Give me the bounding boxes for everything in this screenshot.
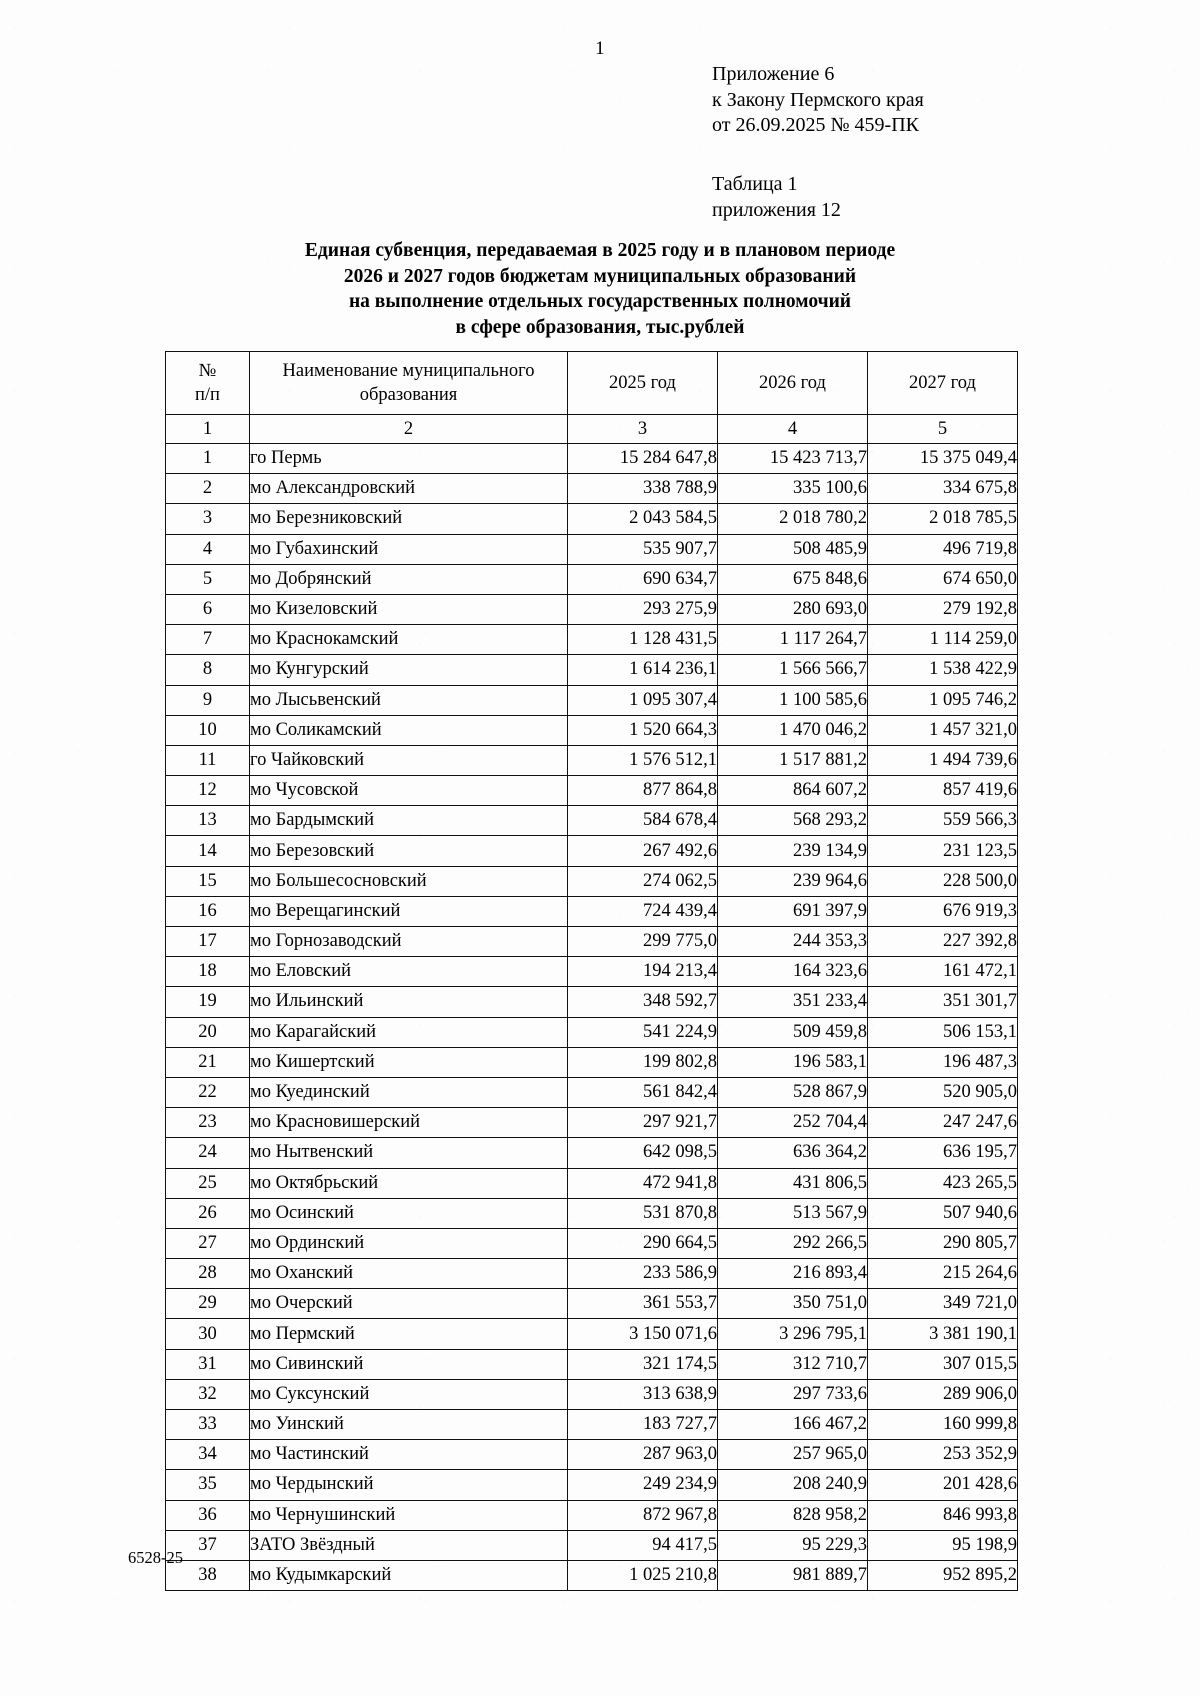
municipality-name-cell: мо Нытвенский	[250, 1138, 568, 1168]
value-2027-cell: 1 538 422,9	[868, 655, 1018, 685]
value-2027-cell: 676 919,3	[868, 896, 1018, 926]
row-index-cell: 11	[166, 745, 250, 775]
row-index-cell: 5	[166, 564, 250, 594]
row-index-cell: 26	[166, 1198, 250, 1228]
table-row	[166, 776, 1018, 806]
table-reference-block	[712, 172, 841, 223]
row-index-cell: 4	[166, 534, 250, 564]
table-row	[166, 715, 1018, 745]
table-reference-line-2: приложения 12	[712, 198, 841, 221]
row-index-cell: 10	[166, 715, 250, 745]
value-2025-cell: 299 775,0	[568, 927, 718, 957]
table-row	[166, 806, 1018, 836]
municipality-name-cell: го Пермь	[250, 444, 568, 474]
value-2026-cell: 1 117 264,7	[718, 625, 868, 655]
value-2025-cell: 877 864,8	[568, 776, 718, 806]
appendix-reference-block	[712, 62, 924, 139]
value-2026-cell: 509 459,8	[718, 1017, 868, 1047]
table-row	[166, 1440, 1018, 1470]
municipality-name-cell: мо Кудымкарский	[250, 1560, 568, 1590]
value-2026-cell: 292 266,5	[718, 1228, 868, 1258]
value-2026-cell: 257 965,0	[718, 1440, 868, 1470]
municipality-name-cell: мо Октябрьский	[250, 1168, 568, 1198]
row-index-cell: 16	[166, 896, 250, 926]
value-2026-cell: 1 566 566,7	[718, 655, 868, 685]
value-2027-cell: 290 805,7	[868, 1228, 1018, 1258]
header-number-line-2: п/п	[195, 385, 220, 405]
value-2025-cell: 561 842,4	[568, 1077, 718, 1107]
value-2027-cell: 231 123,5	[868, 836, 1018, 866]
municipality-name-cell: мо Карагайский	[250, 1017, 568, 1047]
value-2026-cell: 280 693,0	[718, 594, 868, 624]
document-title-line-1: Единая субвенция, передаваемая в 2025 году и в плановом периоде	[304, 240, 896, 261]
row-index-cell: 14	[166, 836, 250, 866]
value-2027-cell: 674 650,0	[868, 564, 1018, 594]
column-number-4: 4	[718, 415, 868, 444]
value-2026-cell: 239 964,6	[718, 866, 868, 896]
value-2027-cell: 307 015,5	[868, 1349, 1018, 1379]
row-index-cell: 20	[166, 1017, 250, 1047]
row-index-cell: 36	[166, 1500, 250, 1530]
column-number-1: 1	[166, 415, 250, 444]
table-row	[166, 685, 1018, 715]
value-2025-cell: 1 025 210,8	[568, 1560, 718, 1590]
table-column-number-row	[166, 415, 1018, 444]
municipality-name-cell: мо Краснокамский	[250, 625, 568, 655]
table-row	[166, 957, 1018, 987]
value-2027-cell: 215 264,6	[868, 1259, 1018, 1289]
value-2025-cell: 249 234,9	[568, 1470, 718, 1500]
value-2025-cell: 297 921,7	[568, 1108, 718, 1138]
value-2026-cell: 1 470 046,2	[718, 715, 868, 745]
value-2026-cell: 1 517 881,2	[718, 745, 868, 775]
row-index-cell: 23	[166, 1108, 250, 1138]
value-2027-cell: 279 192,8	[868, 594, 1018, 624]
value-2027-cell: 334 675,8	[868, 474, 1018, 504]
table-row	[166, 655, 1018, 685]
row-index-cell: 27	[166, 1228, 250, 1258]
table-row	[166, 474, 1018, 504]
municipality-name-cell: мо Горнозаводский	[250, 927, 568, 957]
value-2025-cell: 338 788,9	[568, 474, 718, 504]
table-row	[166, 896, 1018, 926]
value-2025-cell: 293 275,9	[568, 594, 718, 624]
table-row	[166, 1017, 1018, 1047]
row-index-cell: 18	[166, 957, 250, 987]
value-2027-cell: 1 494 739,6	[868, 745, 1018, 775]
value-2026-cell: 675 848,6	[718, 564, 868, 594]
value-2025-cell: 348 592,7	[568, 987, 718, 1017]
value-2027-cell: 15 375 049,4	[868, 444, 1018, 474]
value-2026-cell: 208 240,9	[718, 1470, 868, 1500]
value-2027-cell: 1 114 259,0	[868, 625, 1018, 655]
value-2026-cell: 568 293,2	[718, 806, 868, 836]
municipality-name-cell: мо Березовский	[250, 836, 568, 866]
table-row	[166, 927, 1018, 957]
municipality-name-cell: мо Кунгурский	[250, 655, 568, 685]
table-row	[166, 1319, 1018, 1349]
value-2027-cell: 636 195,7	[868, 1138, 1018, 1168]
header-cell-year-2027: 2027 год	[868, 352, 1018, 415]
table-row	[166, 1259, 1018, 1289]
table-row	[166, 1138, 1018, 1168]
value-2027-cell: 496 719,8	[868, 534, 1018, 564]
value-2025-cell: 1 095 307,4	[568, 685, 718, 715]
municipality-name-cell: мо Осинский	[250, 1198, 568, 1228]
value-2027-cell: 506 153,1	[868, 1017, 1018, 1047]
municipality-name-cell: мо Лысьвенский	[250, 685, 568, 715]
document-title	[150, 238, 1050, 340]
value-2026-cell: 95 229,3	[718, 1530, 868, 1560]
value-2025-cell: 267 492,6	[568, 836, 718, 866]
header-name-line-1: Наименование муниципального	[282, 361, 535, 381]
table-row	[166, 1228, 1018, 1258]
value-2027-cell: 247 247,6	[868, 1108, 1018, 1138]
appendix-reference-line-2: к Закону Пермского края	[712, 88, 924, 111]
value-2025-cell: 472 941,8	[568, 1168, 718, 1198]
value-2026-cell: 691 397,9	[718, 896, 868, 926]
value-2026-cell: 864 607,2	[718, 776, 868, 806]
subvention-table	[165, 351, 1018, 1591]
value-2026-cell: 513 567,9	[718, 1198, 868, 1228]
value-2026-cell: 335 100,6	[718, 474, 868, 504]
header-cell-year-2026: 2026 год	[718, 352, 868, 415]
value-2027-cell: 289 906,0	[868, 1379, 1018, 1409]
row-index-cell: 1	[166, 444, 250, 474]
row-index-cell: 12	[166, 776, 250, 806]
table-head	[166, 352, 1018, 444]
value-2027-cell: 227 392,8	[868, 927, 1018, 957]
municipality-name-cell: мо Уинский	[250, 1410, 568, 1440]
municipality-name-cell: мо Оханский	[250, 1259, 568, 1289]
value-2026-cell: 297 733,6	[718, 1379, 868, 1409]
value-2027-cell: 228 500,0	[868, 866, 1018, 896]
table-row	[166, 1108, 1018, 1138]
document-title-line-3: на выполнение отдельных государственных полномочий	[348, 291, 852, 312]
table-row	[166, 1410, 1018, 1440]
value-2026-cell: 828 958,2	[718, 1500, 868, 1530]
value-2027-cell: 507 940,6	[868, 1198, 1018, 1228]
municipality-name-cell: мо Губахинский	[250, 534, 568, 564]
header-cell-name	[250, 352, 568, 415]
value-2025-cell: 199 802,8	[568, 1047, 718, 1077]
value-2025-cell: 1 128 431,5	[568, 625, 718, 655]
table-row	[166, 504, 1018, 534]
value-2025-cell: 541 224,9	[568, 1017, 718, 1047]
column-number-2: 2	[250, 415, 568, 444]
municipality-name-cell: мо Ординский	[250, 1228, 568, 1258]
table-row	[166, 1560, 1018, 1590]
municipality-name-cell: го Чайковский	[250, 745, 568, 775]
value-2026-cell: 636 364,2	[718, 1138, 868, 1168]
municipality-name-cell: мо Верещагинский	[250, 896, 568, 926]
row-index-cell: 35	[166, 1470, 250, 1500]
value-2027-cell: 95 198,9	[868, 1530, 1018, 1560]
table-row	[166, 745, 1018, 775]
column-number-5: 5	[868, 415, 1018, 444]
row-index-cell: 17	[166, 927, 250, 957]
document-title-line-2: 2026 и 2027 годов бюджетам муниципальных образований	[343, 265, 857, 287]
value-2026-cell: 216 893,4	[718, 1259, 868, 1289]
value-2025-cell: 94 417,5	[568, 1530, 718, 1560]
header-name-line-2: образования	[359, 385, 458, 405]
row-index-cell: 28	[166, 1259, 250, 1289]
value-2025-cell: 1 520 664,3	[568, 715, 718, 745]
value-2027-cell: 846 993,8	[868, 1500, 1018, 1530]
value-2026-cell: 312 710,7	[718, 1349, 868, 1379]
value-2026-cell: 508 485,9	[718, 534, 868, 564]
value-2026-cell: 431 806,5	[718, 1168, 868, 1198]
municipality-name-cell: мо Чусовской	[250, 776, 568, 806]
municipality-name-cell: ЗАТО Звёздный	[250, 1530, 568, 1560]
value-2025-cell: 290 664,5	[568, 1228, 718, 1258]
municipality-name-cell: мо Большесосновский	[250, 866, 568, 896]
value-2026-cell: 981 889,7	[718, 1560, 868, 1590]
municipality-name-cell: мо Суксунский	[250, 1379, 568, 1409]
value-2025-cell: 1 614 236,1	[568, 655, 718, 685]
table-row	[166, 866, 1018, 896]
value-2027-cell: 3 381 190,1	[868, 1319, 1018, 1349]
value-2026-cell: 350 751,0	[718, 1289, 868, 1319]
value-2027-cell: 160 999,8	[868, 1410, 1018, 1440]
row-index-cell: 33	[166, 1410, 250, 1440]
value-2027-cell: 559 566,3	[868, 806, 1018, 836]
table-row	[166, 1470, 1018, 1500]
municipality-name-cell: мо Куединский	[250, 1077, 568, 1107]
appendix-reference-line-1: Приложение 6	[712, 63, 835, 85]
row-index-cell: 9	[166, 685, 250, 715]
municipality-name-cell: мо Ильинский	[250, 987, 568, 1017]
value-2027-cell: 196 487,3	[868, 1047, 1018, 1077]
value-2027-cell: 201 428,6	[868, 1470, 1018, 1500]
subvention-table-wrapper	[165, 351, 1017, 1591]
row-index-cell: 32	[166, 1379, 250, 1409]
header-number-line-1: №	[198, 361, 217, 381]
municipality-name-cell: мо Еловский	[250, 957, 568, 987]
value-2026-cell: 15 423 713,7	[718, 444, 868, 474]
row-index-cell: 19	[166, 987, 250, 1017]
municipality-name-cell: мо Березниковский	[250, 504, 568, 534]
value-2027-cell: 1 457 321,0	[868, 715, 1018, 745]
value-2027-cell: 952 895,2	[868, 1560, 1018, 1590]
value-2025-cell: 535 907,7	[568, 534, 718, 564]
row-index-cell: 29	[166, 1289, 250, 1319]
row-index-cell: 31	[166, 1349, 250, 1379]
row-index-cell: 25	[166, 1168, 250, 1198]
row-index-cell: 3	[166, 504, 250, 534]
table-row	[166, 594, 1018, 624]
header-cell-year-2025: 2025 год	[568, 352, 718, 415]
value-2027-cell: 520 905,0	[868, 1077, 1018, 1107]
row-index-cell: 24	[166, 1138, 250, 1168]
value-2027-cell: 253 352,9	[868, 1440, 1018, 1470]
value-2026-cell: 164 323,6	[718, 957, 868, 987]
table-row	[166, 836, 1018, 866]
table-row	[166, 1198, 1018, 1228]
value-2027-cell: 1 095 746,2	[868, 685, 1018, 715]
value-2026-cell: 528 867,9	[718, 1077, 868, 1107]
table-row	[166, 1349, 1018, 1379]
table-row	[166, 625, 1018, 655]
value-2026-cell: 166 467,2	[718, 1410, 868, 1440]
value-2027-cell: 423 265,5	[868, 1168, 1018, 1198]
value-2025-cell: 531 870,8	[568, 1198, 718, 1228]
column-number-3: 3	[568, 415, 718, 444]
municipality-name-cell: мо Красновишерский	[250, 1108, 568, 1138]
value-2026-cell: 3 296 795,1	[718, 1319, 868, 1349]
municipality-name-cell: мо Частинский	[250, 1440, 568, 1470]
value-2026-cell: 1 100 585,6	[718, 685, 868, 715]
row-index-cell: 15	[166, 866, 250, 896]
value-2027-cell: 857 419,6	[868, 776, 1018, 806]
value-2026-cell: 239 134,9	[718, 836, 868, 866]
table-row	[166, 987, 1018, 1017]
table-body	[166, 444, 1018, 1591]
row-index-cell: 30	[166, 1319, 250, 1349]
value-2025-cell: 1 576 512,1	[568, 745, 718, 775]
table-row	[166, 1289, 1018, 1319]
table-row	[166, 534, 1018, 564]
municipality-name-cell: мо Кишертский	[250, 1047, 568, 1077]
table-row	[166, 444, 1018, 474]
value-2025-cell: 313 638,9	[568, 1379, 718, 1409]
value-2027-cell: 349 721,0	[868, 1289, 1018, 1319]
value-2026-cell: 244 353,3	[718, 927, 868, 957]
value-2027-cell: 161 472,1	[868, 957, 1018, 987]
table-row	[166, 1168, 1018, 1198]
value-2026-cell: 351 233,4	[718, 987, 868, 1017]
value-2025-cell: 287 963,0	[568, 1440, 718, 1470]
value-2025-cell: 321 174,5	[568, 1349, 718, 1379]
municipality-name-cell: мо Кизеловский	[250, 594, 568, 624]
row-index-cell: 8	[166, 655, 250, 685]
table-row	[166, 1047, 1018, 1077]
document-title-line-4: в сфере образования, тыс.рублей	[455, 316, 745, 338]
value-2025-cell: 274 062,5	[568, 866, 718, 896]
value-2025-cell: 2 043 584,5	[568, 504, 718, 534]
municipality-name-cell: мо Соликамский	[250, 715, 568, 745]
municipality-name-cell: мо Сивинский	[250, 1349, 568, 1379]
footer-document-code: 6528-25	[128, 1548, 183, 1567]
municipality-name-cell: мо Александровский	[250, 474, 568, 504]
value-2025-cell: 3 150 071,6	[568, 1319, 718, 1349]
table-reference-line-1: Таблица 1	[712, 173, 798, 195]
row-index-cell: 7	[166, 625, 250, 655]
value-2025-cell: 194 213,4	[568, 957, 718, 987]
value-2026-cell: 196 583,1	[718, 1047, 868, 1077]
value-2027-cell: 2 018 785,5	[868, 504, 1018, 534]
municipality-name-cell: мо Очерский	[250, 1289, 568, 1319]
table-row	[166, 1530, 1018, 1560]
row-index-cell: 22	[166, 1077, 250, 1107]
municipality-name-cell: мо Бардымский	[250, 806, 568, 836]
row-index-cell: 38	[166, 1560, 250, 1590]
value-2025-cell: 584 678,4	[568, 806, 718, 836]
municipality-name-cell: мо Чердынский	[250, 1470, 568, 1500]
value-2025-cell: 233 586,9	[568, 1259, 718, 1289]
row-index-cell: 6	[166, 594, 250, 624]
value-2027-cell: 351 301,7	[868, 987, 1018, 1017]
row-index-cell: 13	[166, 806, 250, 836]
municipality-name-cell: мо Пермский	[250, 1319, 568, 1349]
table-row	[166, 1077, 1018, 1107]
value-2025-cell: 361 553,7	[568, 1289, 718, 1319]
row-index-cell: 21	[166, 1047, 250, 1077]
value-2025-cell: 690 634,7	[568, 564, 718, 594]
table-row	[166, 1500, 1018, 1530]
row-index-cell: 34	[166, 1440, 250, 1470]
table-row	[166, 1379, 1018, 1409]
value-2026-cell: 252 704,4	[718, 1108, 868, 1138]
municipality-name-cell: мо Добрянский	[250, 564, 568, 594]
value-2025-cell: 183 727,7	[568, 1410, 718, 1440]
table-row	[166, 564, 1018, 594]
row-index-cell: 2	[166, 474, 250, 504]
value-2025-cell: 872 967,8	[568, 1500, 718, 1530]
value-2025-cell: 724 439,4	[568, 896, 718, 926]
row-index-cell: 37	[166, 1530, 250, 1560]
value-2025-cell: 15 284 647,8	[568, 444, 718, 474]
municipality-name-cell: мо Чернушинский	[250, 1500, 568, 1530]
value-2025-cell: 642 098,5	[568, 1138, 718, 1168]
header-cell-number	[166, 352, 250, 415]
page-number: 1	[595, 38, 605, 59]
value-2026-cell: 2 018 780,2	[718, 504, 868, 534]
appendix-reference-line-3: от 26.09.2025 № 459-ПК	[712, 114, 920, 136]
table-header-row	[166, 352, 1018, 415]
